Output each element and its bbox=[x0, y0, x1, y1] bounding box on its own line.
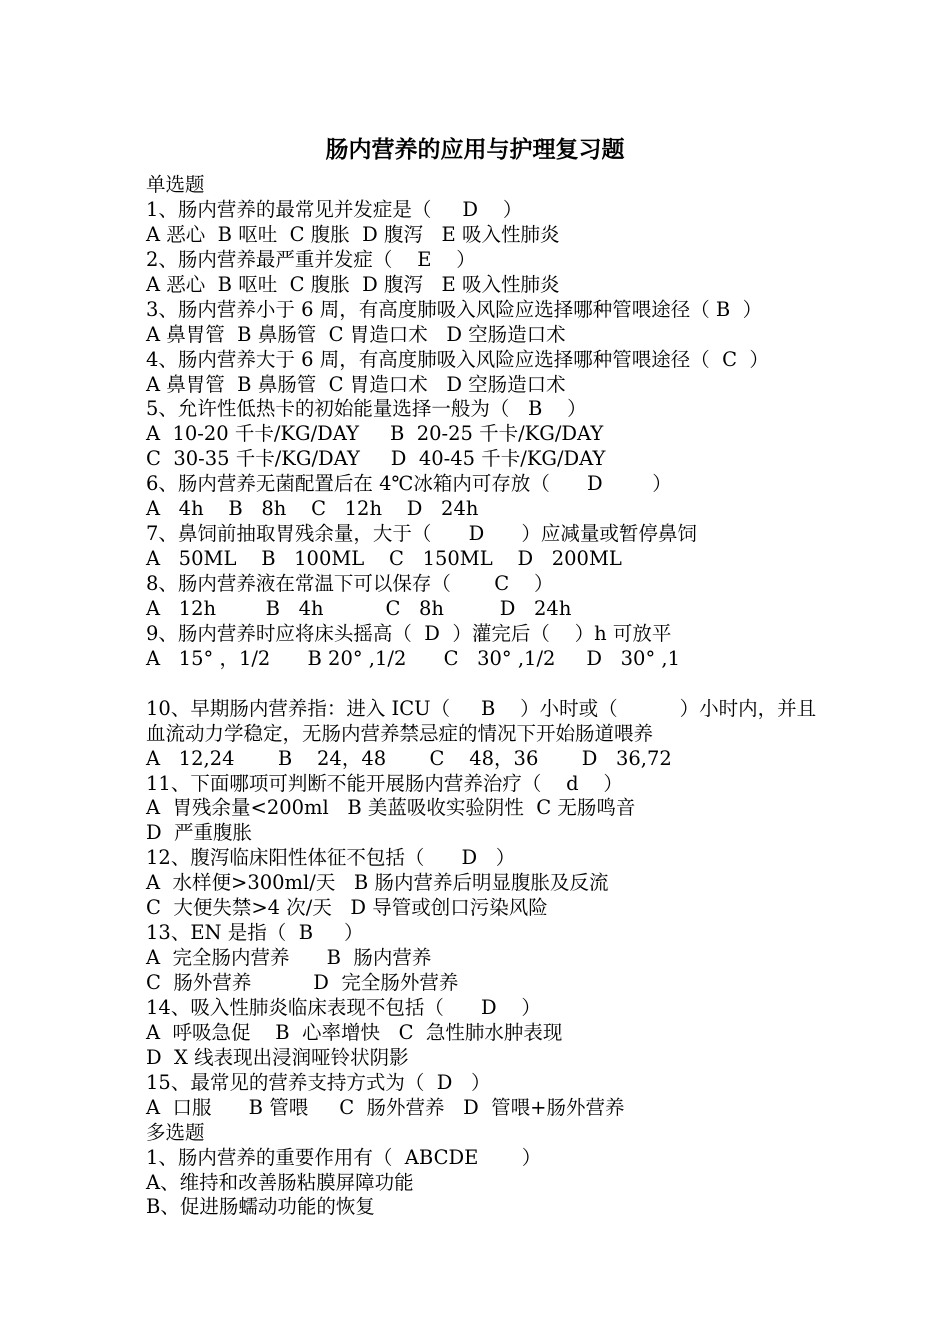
text-line: A 鼻胃管 B 鼻肠管 C 胃造口术 D 空肠造口术 bbox=[146, 372, 566, 396]
text-line: 14、吸入性肺炎临床表现不包括（ D ） bbox=[146, 995, 541, 1019]
blank-line bbox=[146, 672, 866, 697]
text-line: 8、肠内营养液在常温下可以保存（ C ） bbox=[146, 572, 554, 595]
document-title: 肠内营养的应用与护理复习题 bbox=[325, 136, 625, 163]
text-line: 1、肠内营养的最常见并发症是（ D ） bbox=[146, 197, 523, 221]
text-line: A 15° ，1/2 B 20° ,1/2 C 30° ,1/2 D 30° ,1 bbox=[146, 646, 681, 670]
text-line: 多选题 bbox=[146, 1120, 205, 1144]
text-line: 11、下面哪项可判断不能开展肠内营养治疗（ d ） bbox=[146, 771, 623, 795]
text-line: 2、肠内营养最严重并发症（ E ） bbox=[146, 247, 476, 271]
text-line: A 恶心 B 呕吐 C 腹胀 D 腹泻 E 吸入性肺炎 bbox=[146, 272, 560, 296]
text-line: A 完全肠内营养 B 肠内营养 bbox=[146, 946, 432, 970]
text-line: 15、最常见的营养支持方式为（ D ） bbox=[146, 1070, 491, 1094]
text-line: A 50ML B 100ML C 150ML D 200ML bbox=[146, 547, 622, 571]
text-line: 6、肠内营养无菌配置后在 4℃冰箱内可存放（ D ） bbox=[146, 472, 672, 496]
text-line: A 12,24 B 24，48 C 48，36 D 36,72 bbox=[146, 746, 672, 770]
text-line: 单选题 bbox=[146, 173, 205, 196]
text-line: A 鼻胃管 B 鼻肠管 C 胃造口术 D 空肠造口术 bbox=[146, 322, 566, 346]
text-line: D X 线表现出浸润哑铃状阴影 bbox=[146, 1045, 409, 1069]
text-line: 13、EN 是指（ B ） bbox=[146, 921, 364, 945]
text-line: 3、肠内营养小于 6 周，有高度肺吸入风险应选择哪种管喂途径（ B ） bbox=[146, 297, 763, 321]
text-line: 1、肠内营养的重要作用有（ ABCDE ） bbox=[146, 1145, 542, 1169]
document-body bbox=[146, 173, 866, 1220]
text-line: A、维持和改善肠粘膜屏障功能 bbox=[146, 1170, 414, 1194]
text-line: 5、允许性低热卡的初始能量选择一般为（ B ） bbox=[146, 397, 587, 421]
text-line: C 肠外营养 D 完全肠外营养 bbox=[146, 971, 459, 994]
text-line: 4、肠内营养大于 6 周，有高度肺吸入风险应选择哪种管喂途径（ C ） bbox=[146, 347, 769, 371]
text-line: 血流动力学稳定，无肠内营养禁忌症的情况下开始肠道喂养 bbox=[146, 721, 654, 745]
text-line: B、促进肠蠕动功能的恢复 bbox=[146, 1195, 375, 1219]
text-line: C 大便失禁>4 次/天 D 导管或创口污染风险 bbox=[146, 896, 548, 920]
text-line: 7、鼻饲前抽取胃残余量，大于（ D ）应减量或暂停鼻饲 bbox=[146, 522, 697, 546]
text-line: A 胃残余量<200ml B 美蓝吸收实验阴性 C 无肠鸣音 bbox=[146, 796, 636, 820]
text-line: D 严重腹胀 bbox=[146, 821, 253, 845]
text-line: A 水样便>300ml/天 B 肠内营养后明显腹胀及反流 bbox=[146, 871, 609, 895]
text-line: C 30-35 千卡/KG/DAY D 40-45 千卡/KG/DAY bbox=[146, 447, 606, 471]
text-line: A 4h B 8h C 12h D 24h bbox=[146, 497, 479, 521]
text-line: A 12h B 4h C 8h D 24h bbox=[146, 596, 572, 620]
text-line: A 口服 B 管喂 C 肠外营养 D 管喂+肠外营养 bbox=[146, 1095, 625, 1119]
text-line: A 呼吸急促 B 心率增快 C 急性肺水肿表现 bbox=[146, 1020, 563, 1044]
text-line: A 恶心 B 呕吐 C 腹胀 D 腹泻 E 吸入性肺炎 bbox=[146, 222, 560, 246]
text-line: A 10-20 千卡/KG/DAY B 20-25 千卡/KG/DAY bbox=[146, 422, 604, 446]
text-line: 9、肠内营养时应将床头摇高（ D ）灌完后（ ）h 可放平 bbox=[146, 621, 672, 645]
text-line: 12、腹泻临床阳性体征不包括（ D ） bbox=[146, 846, 516, 870]
text-line: 10、早期肠内营养指：进入 ICU（ B ）小时或（ ）小时内，并且 bbox=[146, 696, 817, 720]
